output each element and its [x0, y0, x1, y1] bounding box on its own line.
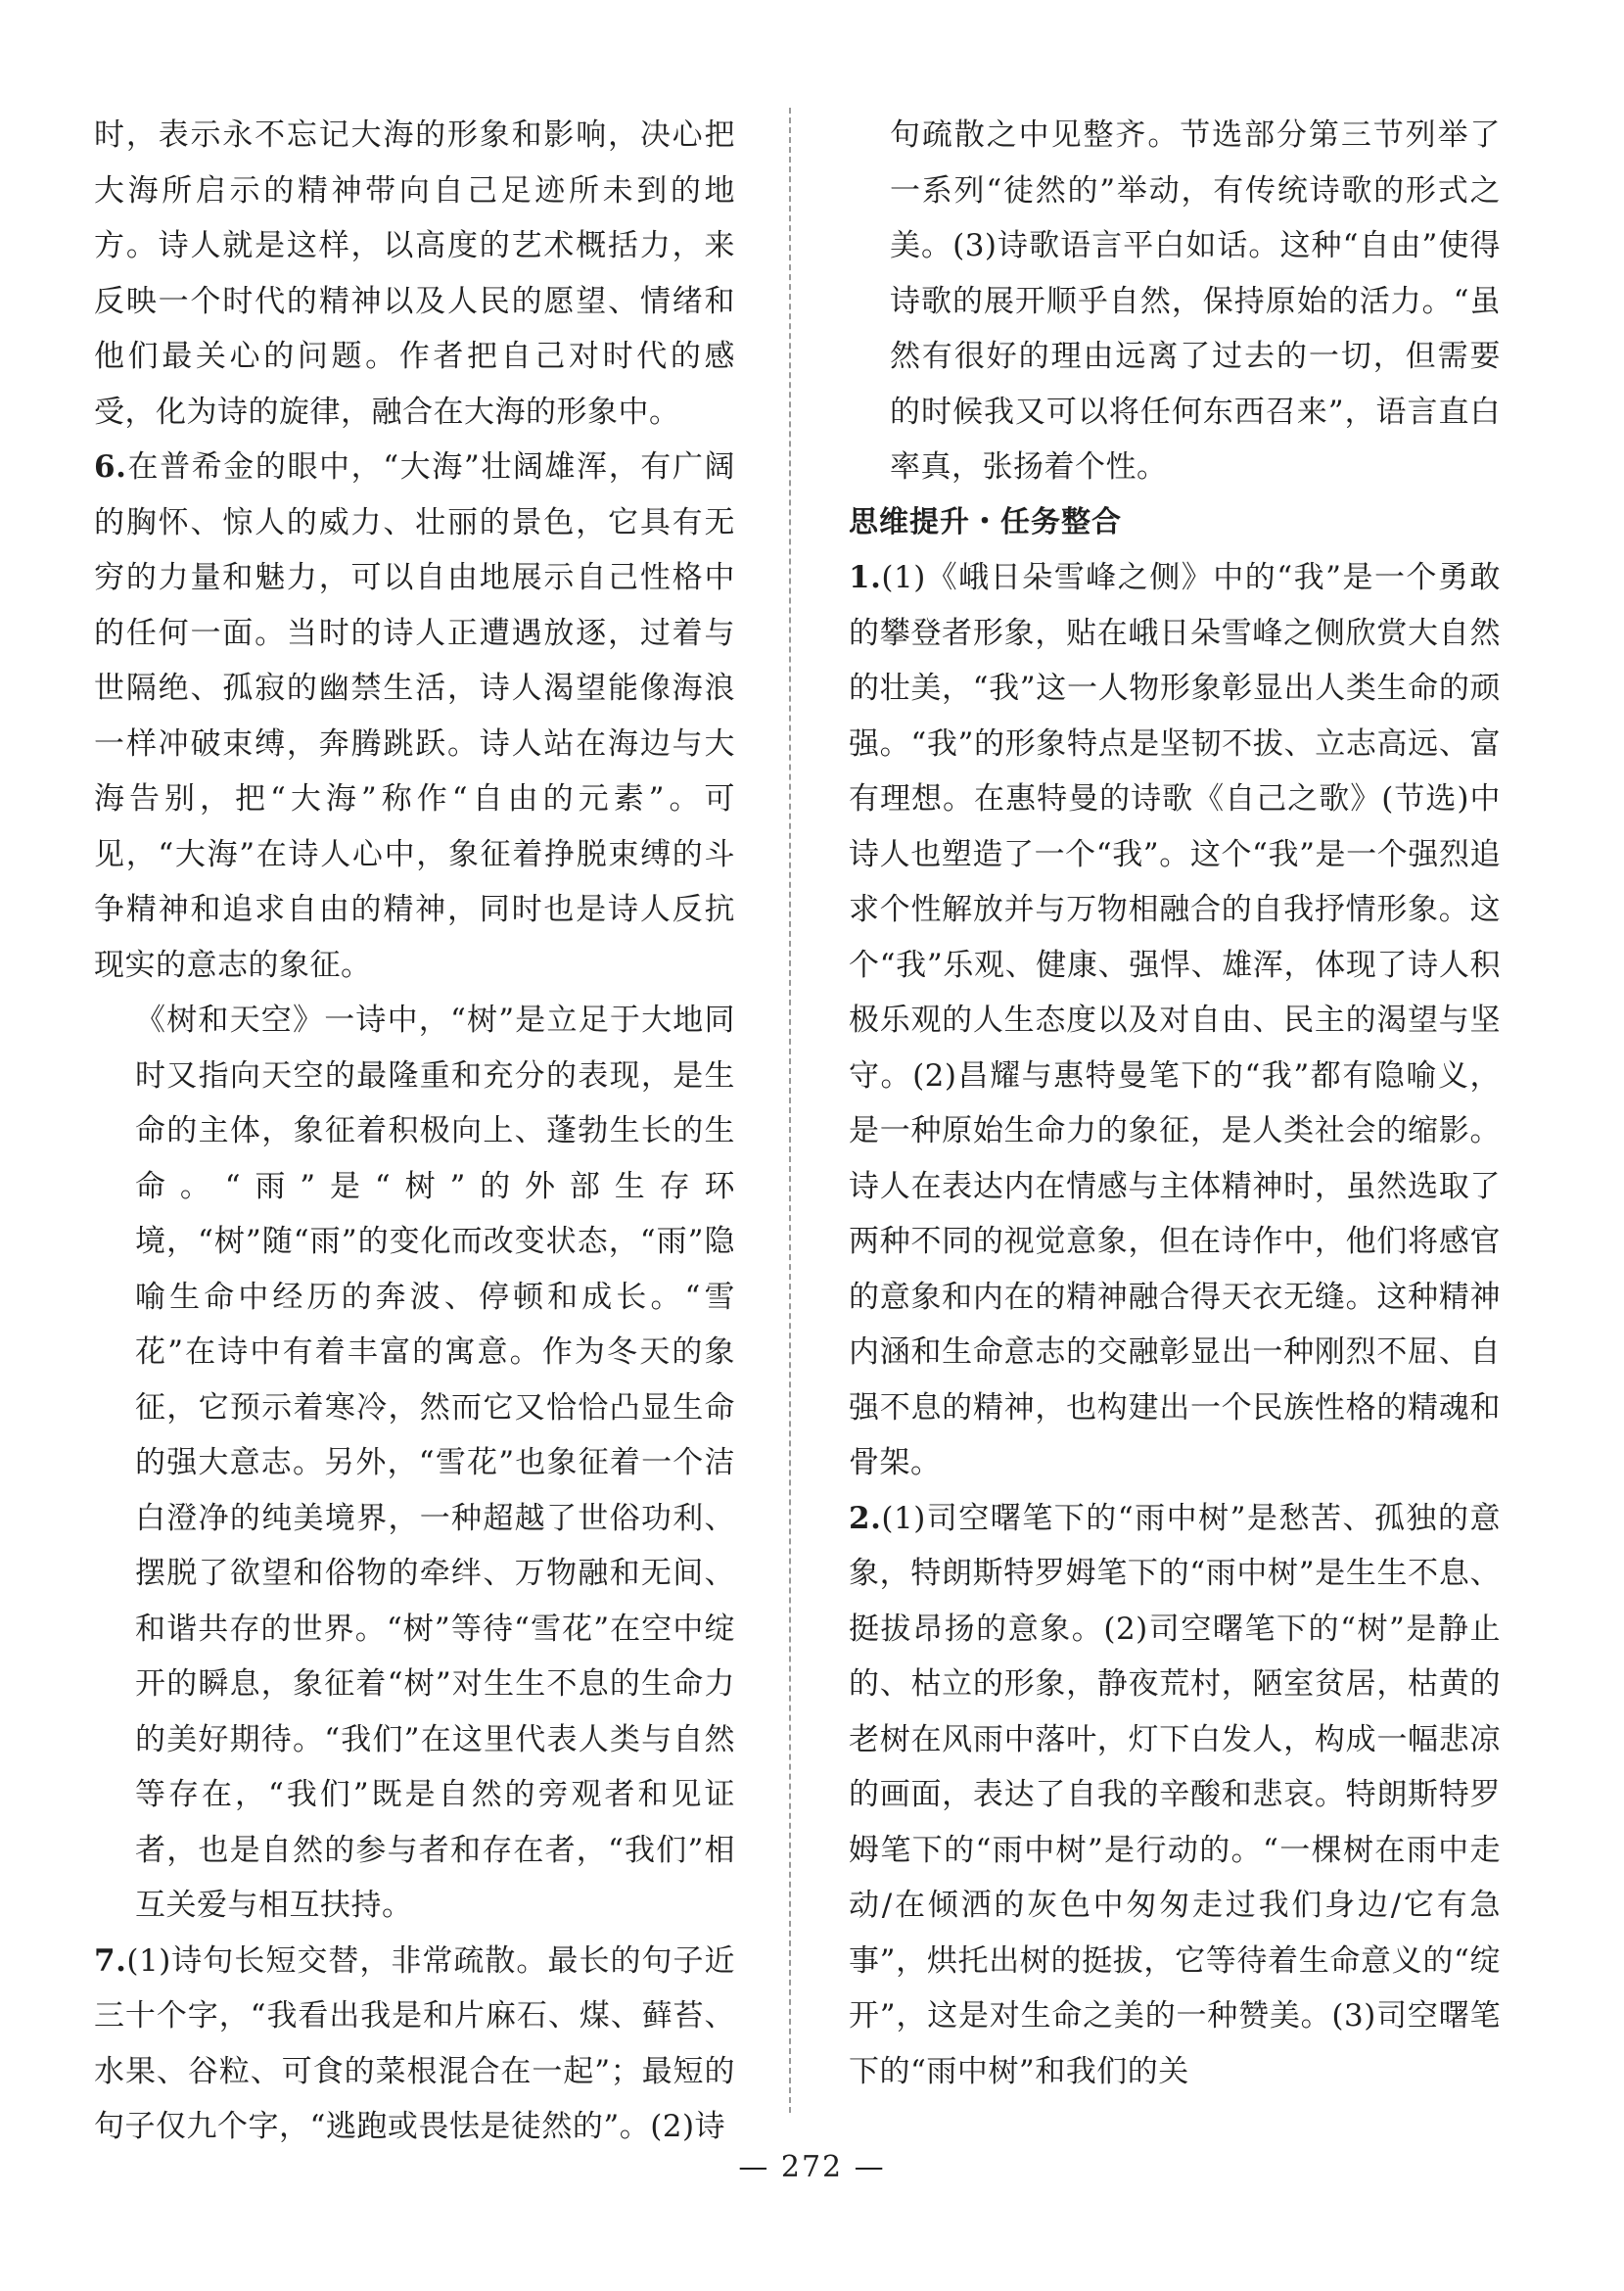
- item-7-continuation: 句疏散之中见整齐。节选部分第三节列举了一系列“徒然的”举动，有传统诗歌的形式之美。(3)诗歌语言平白如话。这种“自由”使得诗歌的展开顺乎自然，保持原始的活力。“虽然有很好的理由远离了过去的一切，但需要的时候我又可以将任何东西召来”，语言直白率真，张扬着个性。: [890, 117, 1501, 485]
- section-title: 思维提升・任务整合: [849, 504, 1122, 539]
- answer-item-7: [94, 1934, 735, 2155]
- item-number: 7.: [94, 1942, 127, 1979]
- item-number: 6.: [94, 449, 127, 485]
- column-divider: [789, 108, 791, 2113]
- item-number: 2.: [849, 1500, 882, 1536]
- page-number: — 272 —: [738, 2150, 886, 2184]
- item-text: (1)《峨日朵雪峰之侧》中的“我”是一个勇敢的攀登者形象，贴在峨日朵雪峰之侧欣赏大自然的壮美，“我”这一人物形象彰显出人类生命的顽强。“我”的形象特点是坚韧不拔、立志高远、富有理想。在惠特曼的诗歌《自己之歌》(节选)中诗人也塑造了一个“我”。这个“我”是一个强烈追求个性解放并与万物相融合的自我抒情形象。这个“我”乐观、健康、强悍、雄浑，体现了诗人积极乐观的人生态度以及对自由、民主的渴望与坚守。(2)昌耀与惠特曼笔下的“我”都有隐喻义，是一种原始生命力的象征，是人类社会的缩影。诗人在表达内在情感与主体精神时，虽然选取了两种不同的视觉意象，但在诗作中，他们将感官的意象和内在的精神融合得天衣无缝。这种精神内涵和生命意志的交融彰显出一种刚烈不屈、自强不息的精神，也构建出一个民族性格的精魂和骨架。: [849, 560, 1501, 1480]
- item-text: (1)司空曙笔下的“雨中树”是愁苦、孤独的意象，特朗斯特罗姆笔下的“雨中树”是生生不息、挺拔昂扬的意象。(2)司空曙笔下的“树”是静止的、枯立的形象，静夜荒村，陋室贫居，枯黄的老树在风雨中落叶，灯下白发人，构成一幅悲凉的画面，表达了自我的辛酸和悲哀。特朗斯特罗姆笔下的“雨中树”是行动的。“一棵树在雨中走动/在倾洒的灰色中匆匆走过我们身边/它有急事”，烘托出树的挺拔，它等待着生命意义的“绽开”，这是对生命之美的一种赞美。(3)司空曙笔下的“雨中树”和我们的关: [849, 1500, 1501, 2089]
- continuation-paragraph: 时，表示永不忘记大海的形象和影响，决心把大海所启示的精神带向自己足迹所未到的地方。诗人就是这样，以高度的艺术概括力，来反映一个时代的精神以及人民的愿望、情绪和他们最关心的问题。作者把自己对时代的感受，化为诗的旋律，融合在大海的形象中。: [94, 117, 735, 430]
- answer-item-6: [94, 440, 735, 1934]
- left-column: [94, 108, 735, 2155]
- answer-item-2: [849, 1491, 1501, 2100]
- answer-item-1: [849, 550, 1501, 1491]
- item-text: (1)诗句长短交替，非常疏散。最长的句子近三十个字，“我看出我是和片麻石、煤、藓苔、水果、谷粒、可食的菜根混合在一起”；最短的句子仅九个字，“逃跑或畏怯是徒然的”。(2)诗: [94, 1942, 735, 2144]
- item-paragraph: 《树和天空》一诗中，“树”是立足于大地同时又指向天空的最隆重和充分的表现，是生命的主体，象征着积极向上、蓬勃生长的生命。“雨”是“树”的外部生存环境，“树”随“雨”的变化而改变状态，“雨”隐喻生命中经历的奔波、停顿和成长。“雪花”在诗中有着丰富的寓意。作为冬天的象征，它预示着寒冷，然而它又恰恰凸显生命的强大意志。另外，“雪花”也象征着一个洁白澄净的纯美境界，一种超越了世俗功利、摆脱了欲望和俗物的牵绊、万物融和无间、和谐共存的世界。“树”等待“雪花”在空中绽开的瞬息，象征着“树”对生生不息的生命力的美好期待。“我们”在这里代表人类与自然等存在，“我们”既是自然的旁观者和见证者，也是自然的参与者和存在者，“我们”相互关爱与相互扶持。: [135, 1003, 735, 1923]
- item-number: 1.: [849, 560, 882, 595]
- right-column: [849, 108, 1501, 2099]
- item-text: 在普希金的眼中，“大海”壮阔雄浑，有广阔的胸怀、惊人的威力、壮丽的景色，它具有无穷的力量和魅力，可以自由地展示自己性格中的任何一面。当时的诗人正遭遇放逐，过着与世隔绝、孤寂的幽禁生活，诗人渴望能像海浪一样冲破束缚，奔腾跳跃。诗人站在海边与大海告别，把“大海”称作“自由的元素”。可见，“大海”在诗人心中，象征着挣脱束缚的斗争精神和追求自由的精神，同时也是诗人反抗现实的意志的象征。: [94, 449, 735, 983]
